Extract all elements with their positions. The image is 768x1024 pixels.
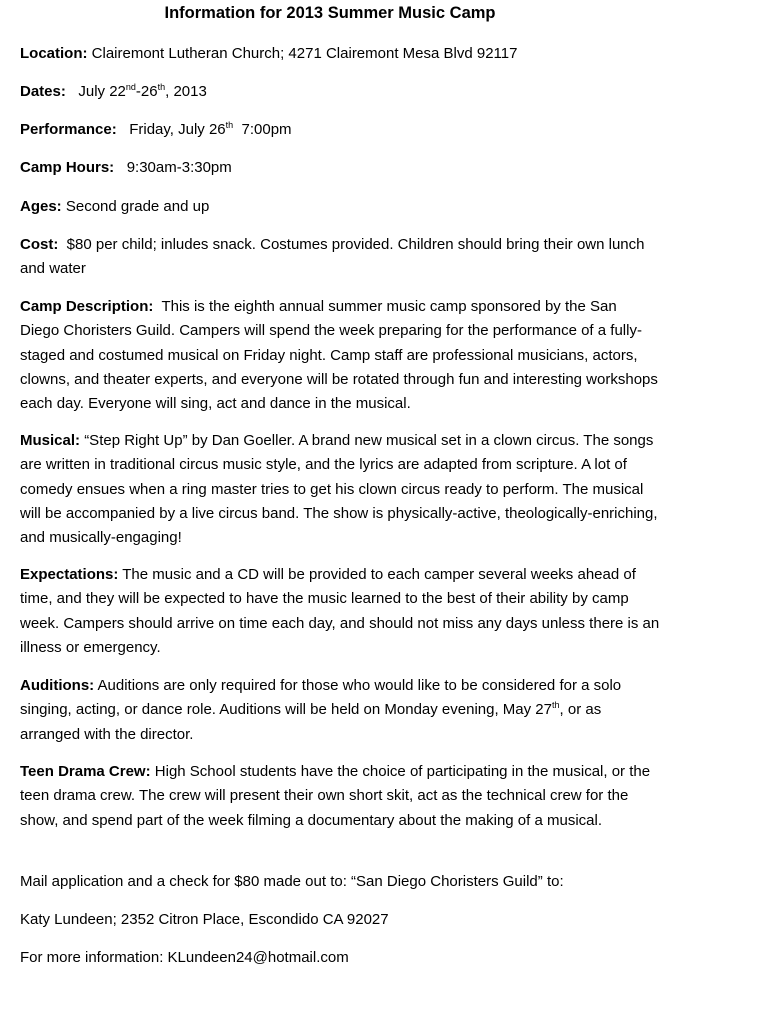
- expectations-label: Expectations:: [20, 566, 119, 583]
- cost-paragraph: [20, 233, 660, 282]
- ages-line: [20, 195, 660, 219]
- dates-start-suffix: nd: [125, 82, 136, 92]
- dates-end-suffix: th: [157, 82, 166, 92]
- auditions-text: Auditions are only required for those who would like to be considered for a solo singing, acting, or dance role. Auditions will be held on Monday evening, May 27: [20, 677, 622, 719]
- auditions-paragraph: [20, 674, 660, 747]
- performance-label: Performance:: [20, 121, 117, 138]
- page-title: Information for 2013 Summer Music Camp: [164, 4, 496, 22]
- auditions-text-end: , or as arranged with the director.: [20, 701, 602, 743]
- auditions-label: Auditions:: [20, 677, 95, 694]
- teen-drama-crew-paragraph: [20, 760, 660, 833]
- auditions-suffix: th: [552, 700, 560, 711]
- musical-label: Musical:: [20, 432, 81, 449]
- dates-start: July 22: [78, 83, 126, 100]
- performance-day-suffix: th: [225, 120, 234, 130]
- teen-drama-crew-label: Teen Drama Crew:: [20, 763, 151, 780]
- musical-paragraph: [20, 429, 660, 550]
- cost-text: $80 per child; inludes snack. Costumes provided. Children should bring their own lunch and water: [20, 236, 645, 278]
- dates-line: [20, 80, 660, 104]
- cost-label: Cost:: [20, 236, 59, 253]
- performance-day: Friday, July 26: [129, 121, 226, 138]
- camp-description-text: This is the eighth annual summer music camp sponsored by the San Diego Choristers Guild. Campers will spend the week preparing for the performance of a fully-staged and costumed musical on Friday night. Camp staff are professional musicians, actors, clowns, and theater experts, and everyone will be rotated through fun and interesting workshops each day. Everyone will sing, act and dance in the musical.: [20, 298, 658, 413]
- location-text: Clairemont Lutheran Church; 4271 Clairemont Mesa Blvd 92117: [91, 45, 518, 62]
- expectations-paragraph: [20, 563, 660, 660]
- camp-hours-text: 9:30am-3:30pm: [126, 159, 232, 176]
- camp-description-paragraph: [20, 295, 660, 416]
- musical-text: “Step Right Up” by Dan Goeller. A brand new musical set in a clown circus. The songs are written in traditional circus music style, and the lyrics are adapted from scripture. A lot of comedy ensues when a ring master tries to get his clown circus ready to perform. The musical will be accompanied by a live circus band. The show is physically-active, theologically-enriching, and musically-engaging!: [20, 432, 658, 547]
- camp-hours-line: [20, 156, 660, 180]
- teen-drama-crew-text: High School students have the choice of participating in the musical, or the teen drama crew. The crew will present their own short skit, act as the technical crew for the show, and spend part of the week filming a documentary about the making of a musical.: [20, 763, 651, 829]
- dates-end: -26: [135, 83, 158, 100]
- expectations-text: The music and a CD will be provided to each camper several weeks ahead of time, and they will be expected to have the music learned to the best of their ability by camp week. Campers should arrive on time each day, and should not miss any days unless there is an illness or emergency.: [20, 566, 660, 656]
- location-line: [20, 42, 660, 66]
- performance-line: [20, 118, 660, 142]
- dates-year: , 2013: [165, 83, 207, 100]
- camp-description-label: Camp Description:: [20, 298, 154, 315]
- mailing-address-line: Katy Lundeen; 2352 Citron Place, Escondido CA 92027: [20, 911, 389, 928]
- more-info-line: For more information: KLundeen24@hotmail.com: [20, 949, 349, 966]
- performance-time: 7:00pm: [241, 121, 292, 138]
- dates-label: Dates:: [20, 83, 66, 100]
- ages-label: Ages:: [20, 198, 62, 215]
- location-label: Location:: [20, 45, 88, 62]
- camp-hours-label: Camp Hours:: [20, 159, 115, 176]
- ages-text: Second grade and up: [65, 198, 210, 215]
- mail-application-line: Mail application and a check for $80 made out to: “San Diego Choristers Guild” to:: [20, 873, 564, 890]
